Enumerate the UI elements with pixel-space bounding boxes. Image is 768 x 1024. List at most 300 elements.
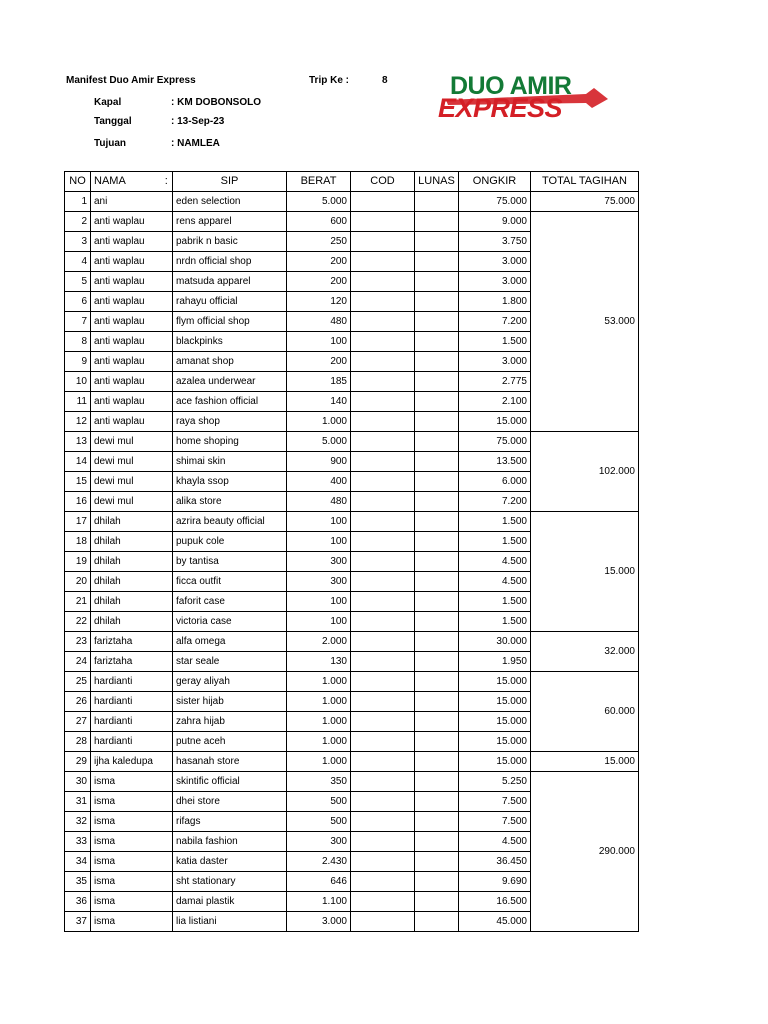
row-ongkir: 2.775 (459, 372, 531, 392)
table-row (65, 212, 639, 232)
logo-text-duo-amir: DUO AMIR (450, 72, 572, 100)
kapal-label: Kapal (94, 97, 122, 108)
row-colon (161, 412, 173, 432)
row-ongkir: 1.500 (459, 512, 531, 532)
row-nama: dewi mul (91, 452, 161, 472)
row-lunas (415, 412, 459, 432)
row-ongkir: 4.500 (459, 572, 531, 592)
row-no: 29 (65, 752, 91, 772)
table-row (65, 432, 639, 452)
row-nama: dewi mul (91, 432, 161, 452)
row-no: 16 (65, 492, 91, 512)
col-header-no: NO (65, 172, 91, 192)
row-sip: nabila fashion (173, 832, 287, 852)
row-lunas (415, 472, 459, 492)
row-colon (161, 892, 173, 912)
row-colon (161, 552, 173, 572)
row-lunas (415, 272, 459, 292)
row-cod (351, 592, 415, 612)
row-sip: by tantisa (173, 552, 287, 572)
row-total-tagihan: 290.000 (531, 772, 639, 932)
row-ongkir: 3.000 (459, 252, 531, 272)
row-lunas (415, 432, 459, 452)
row-ongkir: 4.500 (459, 552, 531, 572)
row-lunas (415, 352, 459, 372)
row-berat: 1.000 (287, 712, 351, 732)
row-sip: dhei store (173, 792, 287, 812)
row-sip: flym official shop (173, 312, 287, 332)
row-no: 6 (65, 292, 91, 312)
row-ongkir: 16.500 (459, 892, 531, 912)
row-no: 25 (65, 672, 91, 692)
row-colon (161, 392, 173, 412)
row-berat: 1.000 (287, 412, 351, 432)
row-lunas (415, 592, 459, 612)
row-cod (351, 412, 415, 432)
kapal-value: : KM DOBONSOLO (171, 97, 261, 108)
row-no: 31 (65, 792, 91, 812)
row-berat: 400 (287, 472, 351, 492)
row-berat: 200 (287, 352, 351, 372)
row-ongkir: 13.500 (459, 452, 531, 472)
row-lunas (415, 872, 459, 892)
col-header-total-tagihan: TOTAL TAGIHAN (531, 172, 639, 192)
row-ongkir: 2.100 (459, 392, 531, 412)
row-berat: 900 (287, 452, 351, 472)
row-cod (351, 452, 415, 472)
row-cod (351, 792, 415, 812)
row-no: 32 (65, 812, 91, 832)
row-lunas (415, 452, 459, 472)
row-colon (161, 292, 173, 312)
row-colon (161, 652, 173, 672)
row-colon (161, 912, 173, 932)
row-ongkir: 7.200 (459, 312, 531, 332)
row-sip: geray aliyah (173, 672, 287, 692)
row-nama: dewi mul (91, 492, 161, 512)
row-total-tagihan: 102.000 (531, 432, 639, 512)
row-nama: hardianti (91, 732, 161, 752)
row-sip: hasanah store (173, 752, 287, 772)
row-ongkir: 36.450 (459, 852, 531, 872)
row-ongkir: 75.000 (459, 432, 531, 452)
row-lunas (415, 232, 459, 252)
row-cod (351, 192, 415, 212)
row-cod (351, 832, 415, 852)
row-sip: putne aceh (173, 732, 287, 752)
row-colon (161, 312, 173, 332)
row-no: 7 (65, 312, 91, 332)
row-nama: anti waplau (91, 352, 161, 372)
row-no: 37 (65, 912, 91, 932)
row-ongkir: 1.800 (459, 292, 531, 312)
row-colon (161, 732, 173, 752)
row-nama: anti waplau (91, 292, 161, 312)
row-sip: victoria case (173, 612, 287, 632)
row-sip: ficca outfit (173, 572, 287, 592)
row-no: 35 (65, 872, 91, 892)
row-ongkir: 15.000 (459, 752, 531, 772)
row-sip: pupuk cole (173, 532, 287, 552)
table-row (65, 192, 639, 212)
row-lunas (415, 552, 459, 572)
row-sip: faforit case (173, 592, 287, 612)
row-nama: hardianti (91, 672, 161, 692)
row-sip: blackpinks (173, 332, 287, 352)
table-row (65, 632, 639, 652)
row-lunas (415, 832, 459, 852)
row-colon (161, 772, 173, 792)
row-cod (351, 552, 415, 572)
row-ongkir: 1.500 (459, 592, 531, 612)
row-no: 19 (65, 552, 91, 572)
row-sip: sister hijab (173, 692, 287, 712)
row-sip: skintific official (173, 772, 287, 792)
row-no: 3 (65, 232, 91, 252)
row-lunas (415, 212, 459, 232)
row-sip: home shoping (173, 432, 287, 452)
row-cod (351, 632, 415, 652)
row-cod (351, 212, 415, 232)
row-ongkir: 1.950 (459, 652, 531, 672)
row-cod (351, 852, 415, 872)
row-lunas (415, 492, 459, 512)
row-berat: 1.000 (287, 752, 351, 772)
row-lunas (415, 672, 459, 692)
row-nama: anti waplau (91, 212, 161, 232)
row-lunas (415, 292, 459, 312)
row-no: 33 (65, 832, 91, 852)
row-ongkir: 1.500 (459, 532, 531, 552)
row-no: 30 (65, 772, 91, 792)
row-no: 28 (65, 732, 91, 752)
row-berat: 300 (287, 552, 351, 572)
row-ongkir: 3.750 (459, 232, 531, 252)
row-colon (161, 692, 173, 712)
row-ongkir: 9.000 (459, 212, 531, 232)
row-no: 13 (65, 432, 91, 452)
table-body (65, 192, 639, 932)
row-nama: isma (91, 892, 161, 912)
row-ongkir: 3.000 (459, 272, 531, 292)
row-colon (161, 332, 173, 352)
col-header-lunas: LUNAS (415, 172, 459, 192)
row-cod (351, 252, 415, 272)
col-header-cod: COD (351, 172, 415, 192)
row-lunas (415, 252, 459, 272)
row-colon (161, 352, 173, 372)
table-row (65, 512, 639, 532)
row-no: 8 (65, 332, 91, 352)
row-cod (351, 912, 415, 932)
row-no: 24 (65, 652, 91, 672)
row-nama: hardianti (91, 712, 161, 732)
row-cod (351, 712, 415, 732)
row-total-tagihan: 60.000 (531, 672, 639, 752)
row-ongkir: 1.500 (459, 332, 531, 352)
row-total-tagihan: 75.000 (531, 192, 639, 212)
row-no: 18 (65, 532, 91, 552)
row-nama: dhilah (91, 532, 161, 552)
row-berat: 200 (287, 252, 351, 272)
row-no: 11 (65, 392, 91, 412)
row-colon (161, 252, 173, 272)
row-colon (161, 192, 173, 212)
row-berat: 1.100 (287, 892, 351, 912)
row-lunas (415, 892, 459, 912)
row-no: 15 (65, 472, 91, 492)
row-cod (351, 272, 415, 292)
row-colon (161, 632, 173, 652)
row-colon (161, 592, 173, 612)
tanggal-value: : 13-Sep-23 (171, 116, 225, 127)
row-sip: matsuda apparel (173, 272, 287, 292)
company-logo (436, 72, 616, 124)
row-nama: fariztaha (91, 632, 161, 652)
row-cod (351, 472, 415, 492)
row-cod (351, 612, 415, 632)
row-lunas (415, 532, 459, 552)
row-cod (351, 392, 415, 412)
row-colon (161, 452, 173, 472)
row-ongkir: 6.000 (459, 472, 531, 492)
table-row (65, 672, 639, 692)
row-berat: 5.000 (287, 432, 351, 452)
row-total-tagihan: 15.000 (531, 752, 639, 772)
row-cod (351, 292, 415, 312)
row-cod (351, 812, 415, 832)
row-cod (351, 772, 415, 792)
row-berat: 3.000 (287, 912, 351, 932)
row-lunas (415, 392, 459, 412)
row-lunas (415, 692, 459, 712)
row-no: 17 (65, 512, 91, 532)
row-sip: damai plastik (173, 892, 287, 912)
row-total-tagihan: 53.000 (531, 212, 639, 432)
row-lunas (415, 912, 459, 932)
row-cod (351, 572, 415, 592)
row-berat: 500 (287, 812, 351, 832)
row-no: 10 (65, 372, 91, 392)
table-header-row (65, 172, 639, 192)
row-ongkir: 7.200 (459, 492, 531, 512)
row-lunas (415, 572, 459, 592)
row-berat: 480 (287, 312, 351, 332)
row-cod (351, 232, 415, 252)
row-no: 34 (65, 852, 91, 872)
row-no: 9 (65, 352, 91, 372)
row-no: 5 (65, 272, 91, 292)
table-row (65, 752, 639, 772)
row-nama: anti waplau (91, 332, 161, 352)
row-sip: nrdn official shop (173, 252, 287, 272)
row-nama: isma (91, 852, 161, 872)
row-berat: 646 (287, 872, 351, 892)
row-ongkir: 5.250 (459, 772, 531, 792)
row-colon (161, 792, 173, 812)
row-berat: 100 (287, 612, 351, 632)
row-colon (161, 712, 173, 732)
row-ongkir: 75.000 (459, 192, 531, 212)
row-berat: 100 (287, 332, 351, 352)
row-nama: isma (91, 772, 161, 792)
row-no: 23 (65, 632, 91, 652)
row-sip: ace fashion official (173, 392, 287, 412)
row-berat: 140 (287, 392, 351, 412)
row-sip: amanat shop (173, 352, 287, 372)
row-ongkir: 15.000 (459, 412, 531, 432)
row-no: 20 (65, 572, 91, 592)
row-colon (161, 812, 173, 832)
row-nama: isma (91, 812, 161, 832)
row-cod (351, 532, 415, 552)
row-sip: alika store (173, 492, 287, 512)
row-berat: 1.000 (287, 692, 351, 712)
row-colon (161, 492, 173, 512)
row-lunas (415, 852, 459, 872)
row-lunas (415, 372, 459, 392)
row-ongkir: 4.500 (459, 832, 531, 852)
row-nama: dhilah (91, 512, 161, 532)
row-nama: ijha kaledupa (91, 752, 161, 772)
row-ongkir: 15.000 (459, 712, 531, 732)
row-sip: katia daster (173, 852, 287, 872)
row-ongkir: 1.500 (459, 612, 531, 632)
row-cod (351, 732, 415, 752)
row-ongkir: 9.690 (459, 872, 531, 892)
row-lunas (415, 812, 459, 832)
row-no: 22 (65, 612, 91, 632)
row-lunas (415, 632, 459, 652)
tanggal-label: Tanggal (94, 116, 132, 127)
row-ongkir: 7.500 (459, 812, 531, 832)
row-ongkir: 3.000 (459, 352, 531, 372)
row-no: 4 (65, 252, 91, 272)
row-colon (161, 272, 173, 292)
row-cod (351, 492, 415, 512)
row-no: 36 (65, 892, 91, 912)
row-no: 14 (65, 452, 91, 472)
row-no: 27 (65, 712, 91, 732)
row-berat: 480 (287, 492, 351, 512)
row-ongkir: 15.000 (459, 672, 531, 692)
row-sip: rifags (173, 812, 287, 832)
trip-label: Trip Ke : (309, 75, 350, 86)
col-header-berat: BERAT (287, 172, 351, 192)
row-lunas (415, 612, 459, 632)
row-sip: azalea underwear (173, 372, 287, 392)
row-colon (161, 372, 173, 392)
row-lunas (415, 192, 459, 212)
row-nama: anti waplau (91, 412, 161, 432)
col-header-colon: : (161, 172, 173, 192)
row-berat: 100 (287, 512, 351, 532)
row-lunas (415, 312, 459, 332)
row-no: 26 (65, 692, 91, 712)
manifest-table (64, 171, 639, 932)
row-sip: eden selection (173, 192, 287, 212)
row-lunas (415, 652, 459, 672)
row-berat: 100 (287, 532, 351, 552)
tujuan-value: : NAMLEA (171, 138, 220, 149)
row-cod (351, 672, 415, 692)
row-sip: shimai skin (173, 452, 287, 472)
table-row (65, 772, 639, 792)
row-lunas (415, 712, 459, 732)
row-nama: anti waplau (91, 392, 161, 412)
row-berat: 350 (287, 772, 351, 792)
row-colon (161, 532, 173, 552)
manifest-title: Manifest Duo Amir Express (66, 75, 196, 86)
row-cod (351, 692, 415, 712)
row-lunas (415, 512, 459, 532)
row-nama: anti waplau (91, 272, 161, 292)
row-sip: rahayu official (173, 292, 287, 312)
row-colon (161, 512, 173, 532)
row-colon (161, 232, 173, 252)
row-berat: 130 (287, 652, 351, 672)
row-no: 12 (65, 412, 91, 432)
row-colon (161, 212, 173, 232)
row-sip: azrira beauty official (173, 512, 287, 532)
row-colon (161, 872, 173, 892)
row-nama: dhilah (91, 592, 161, 612)
row-nama: hardianti (91, 692, 161, 712)
row-colon (161, 752, 173, 772)
trip-value: 8 (382, 75, 388, 86)
row-no: 1 (65, 192, 91, 212)
row-nama: dhilah (91, 552, 161, 572)
row-lunas (415, 332, 459, 352)
row-cod (351, 332, 415, 352)
row-lunas (415, 752, 459, 772)
row-nama: anti waplau (91, 252, 161, 272)
row-cod (351, 652, 415, 672)
col-header-nama: NAMA (91, 172, 161, 192)
row-colon (161, 612, 173, 632)
row-cod (351, 312, 415, 332)
row-cod (351, 432, 415, 452)
row-cod (351, 512, 415, 532)
row-ongkir: 15.000 (459, 692, 531, 712)
row-nama: dhilah (91, 572, 161, 592)
row-colon (161, 832, 173, 852)
row-nama: dewi mul (91, 472, 161, 492)
row-berat: 600 (287, 212, 351, 232)
row-lunas (415, 792, 459, 812)
col-header-sip: SIP (173, 172, 287, 192)
row-colon (161, 852, 173, 872)
row-nama: isma (91, 832, 161, 852)
row-berat: 200 (287, 272, 351, 292)
row-total-tagihan: 32.000 (531, 632, 639, 672)
row-nama: anti waplau (91, 312, 161, 332)
row-ongkir: 15.000 (459, 732, 531, 752)
row-total-tagihan: 15.000 (531, 512, 639, 632)
row-nama: anti waplau (91, 372, 161, 392)
row-berat: 500 (287, 792, 351, 812)
row-nama: ani (91, 192, 161, 212)
row-sip: khayla ssop (173, 472, 287, 492)
row-colon (161, 572, 173, 592)
row-cod (351, 372, 415, 392)
row-berat: 2.430 (287, 852, 351, 872)
logo-text-express: EXPRESS (438, 93, 563, 123)
row-cod (351, 872, 415, 892)
row-sip: star seale (173, 652, 287, 672)
row-sip: sht stationary (173, 872, 287, 892)
row-berat: 300 (287, 832, 351, 852)
